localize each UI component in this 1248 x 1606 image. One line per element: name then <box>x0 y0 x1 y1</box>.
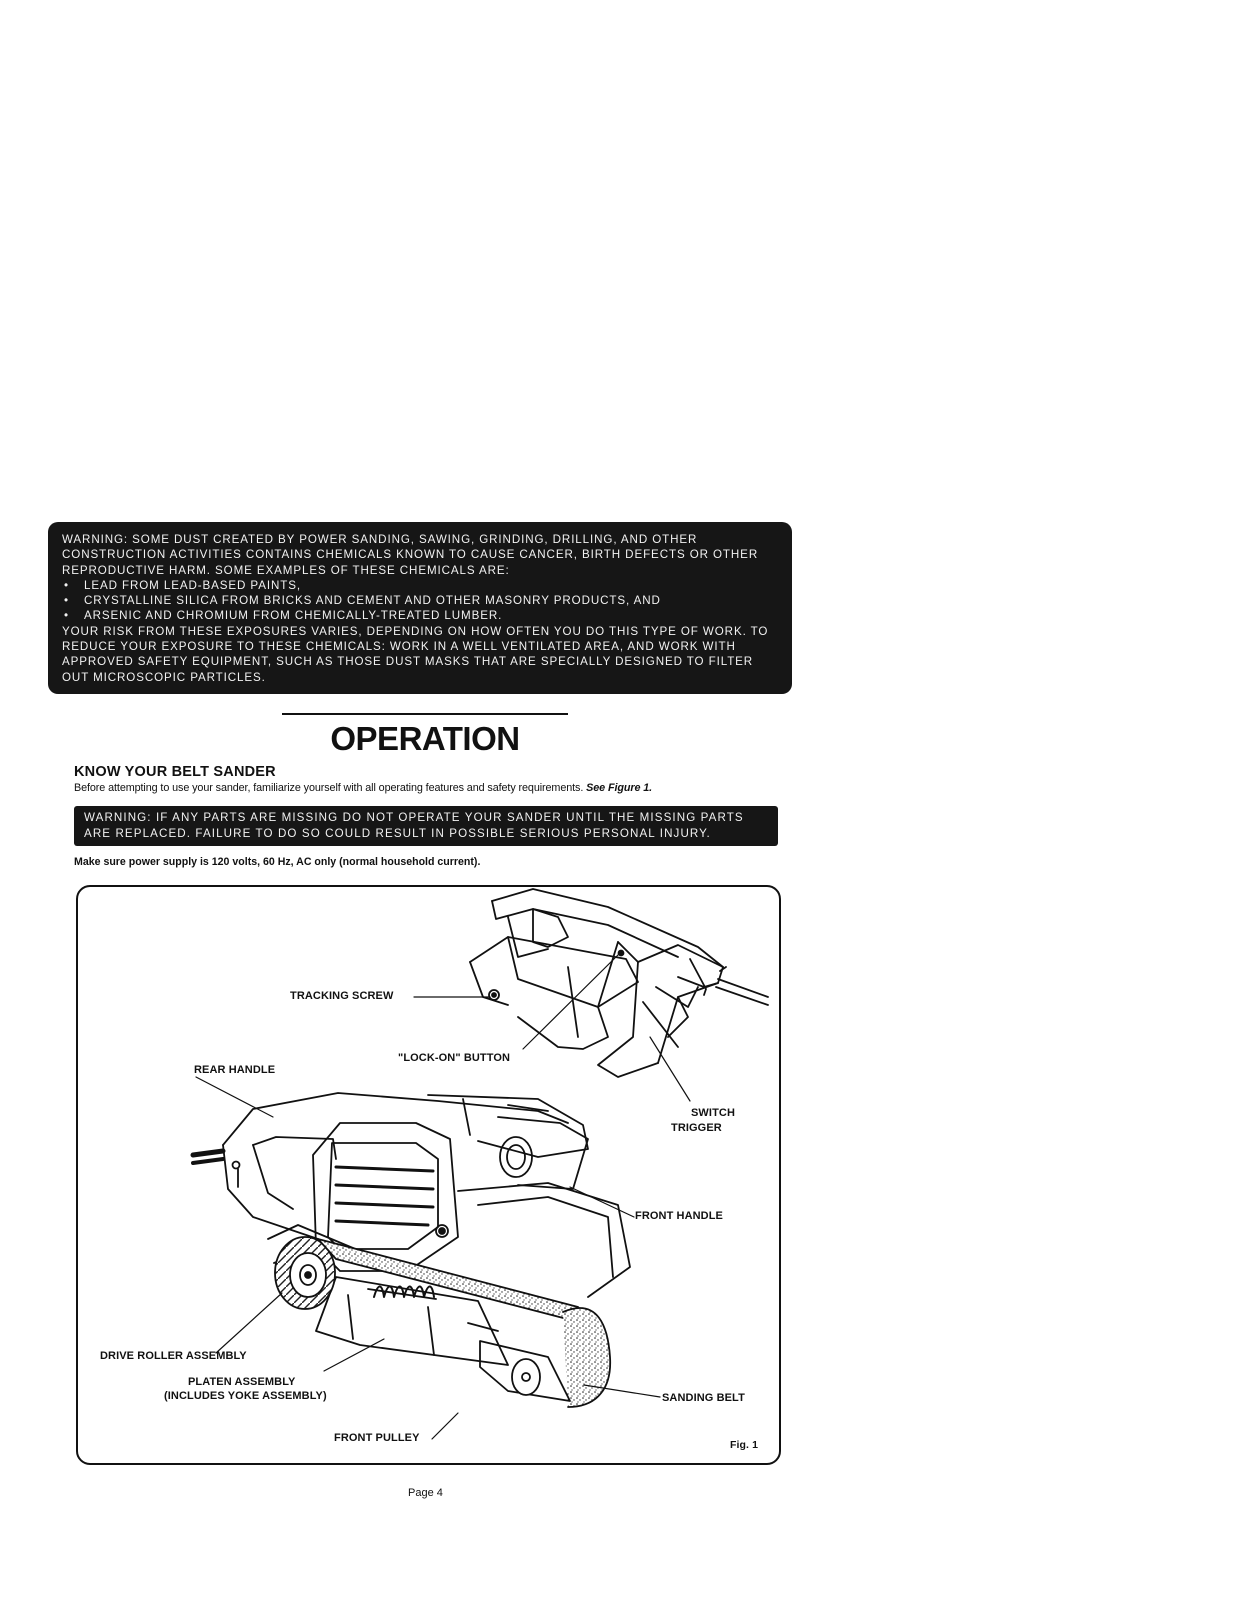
section-title: OPERATION <box>330 720 520 757</box>
label-rear-handle: REAR HANDLE <box>194 1064 276 1076</box>
dust-warning-item-silica: • CRYSTALLINE SILICA FROM BRICKS AND CEMENT AND OTHER MASONRY PRODUCTS, AND <box>62 593 778 608</box>
figure-1 <box>76 885 781 1465</box>
label-platen-assembly: PLATEN ASSEMBLY <box>188 1376 296 1388</box>
main-sander-view <box>193 1093 630 1407</box>
dust-warning-closing: YOUR RISK FROM THESE EXPOSURES VARIES, DEPENDING ON HOW OFTEN YOU DO THIS TYPE OF WORK. TO REDUCE YOUR EXPOSURE TO THESE CHEMICALS: WORK IN A WELL VENTILATED AREA, AND WORK WITH APPROVED SAFETY EQUIPMENT, SUCH AS THOSE DUST MASKS THAT ARE SPECIALLY DESIGNED TO FILTER OUT MICROSCOPIC PARTICLES. <box>62 624 769 684</box>
label-switch: SWITCH <box>691 1107 735 1119</box>
label-tracking-screw: TRACKING SCREW <box>290 990 394 1002</box>
missing-parts-warning: WARNING: IF ANY PARTS ARE MISSING DO NOT OPERATE YOUR SANDER UNTIL THE MISSING PARTS ARE REPLACED. FAILURE TO DO SO COULD RESULT IN POSSIBLE SERIOUS PERSONAL INJURY. <box>74 806 778 846</box>
belt-sander-illustration <box>78 887 781 1465</box>
inset-top-view <box>470 889 768 1077</box>
intro-paragraph <box>74 782 652 794</box>
label-sanding-belt: SANDING BELT <box>662 1392 745 1404</box>
figure-caption: Fig. 1 <box>730 1439 759 1451</box>
label-front-pulley: FRONT PULLEY <box>334 1432 420 1444</box>
label-front-handle: FRONT HANDLE <box>635 1210 723 1222</box>
dust-warning-item-arsenic: • ARSENIC AND CHROMIUM FROM CHEMICALLY-TREATED LUMBER. <box>62 608 778 623</box>
label-platen-yoke: (INCLUDES YOKE ASSEMBLY) <box>164 1390 327 1402</box>
dust-warning-box <box>48 522 792 694</box>
section-subheading: KNOW YOUR BELT SANDER <box>74 764 276 780</box>
page-number: Page 4 <box>408 1487 443 1499</box>
label-lock-on-button: "LOCK-ON" BUTTON <box>398 1052 511 1064</box>
power-supply-note: Make sure power supply is 120 volts, 60 Hz, AC only (normal household current). <box>74 856 481 868</box>
dust-warning-intro: WARNING: SOME DUST CREATED BY POWER SANDING, SAWING, GRINDING, DRILLING, AND OTHER CONSTRUCTION ACTIVITIES CONTAINS CHEMICALS KNOWN TO CAUSE CANCER, BIRTH DEFECTS OR OTHER REPRODUCTIVE HARM. SOME EXAMPLES OF THESE CHEMICALS ARE: <box>62 533 759 577</box>
title-rule <box>282 713 568 715</box>
figure-reference: See Figure 1. <box>586 782 653 794</box>
label-drive-roller-assembly: DRIVE ROLLER ASSEMBLY <box>100 1350 247 1362</box>
dust-warning-item-lead: • LEAD FROM LEAD-BASED PAINTS, <box>62 578 778 593</box>
intro-text: Before attempting to use your sander, familiarize yourself with all operating features and safety requirements. <box>74 782 584 794</box>
label-trigger: TRIGGER <box>671 1122 722 1134</box>
